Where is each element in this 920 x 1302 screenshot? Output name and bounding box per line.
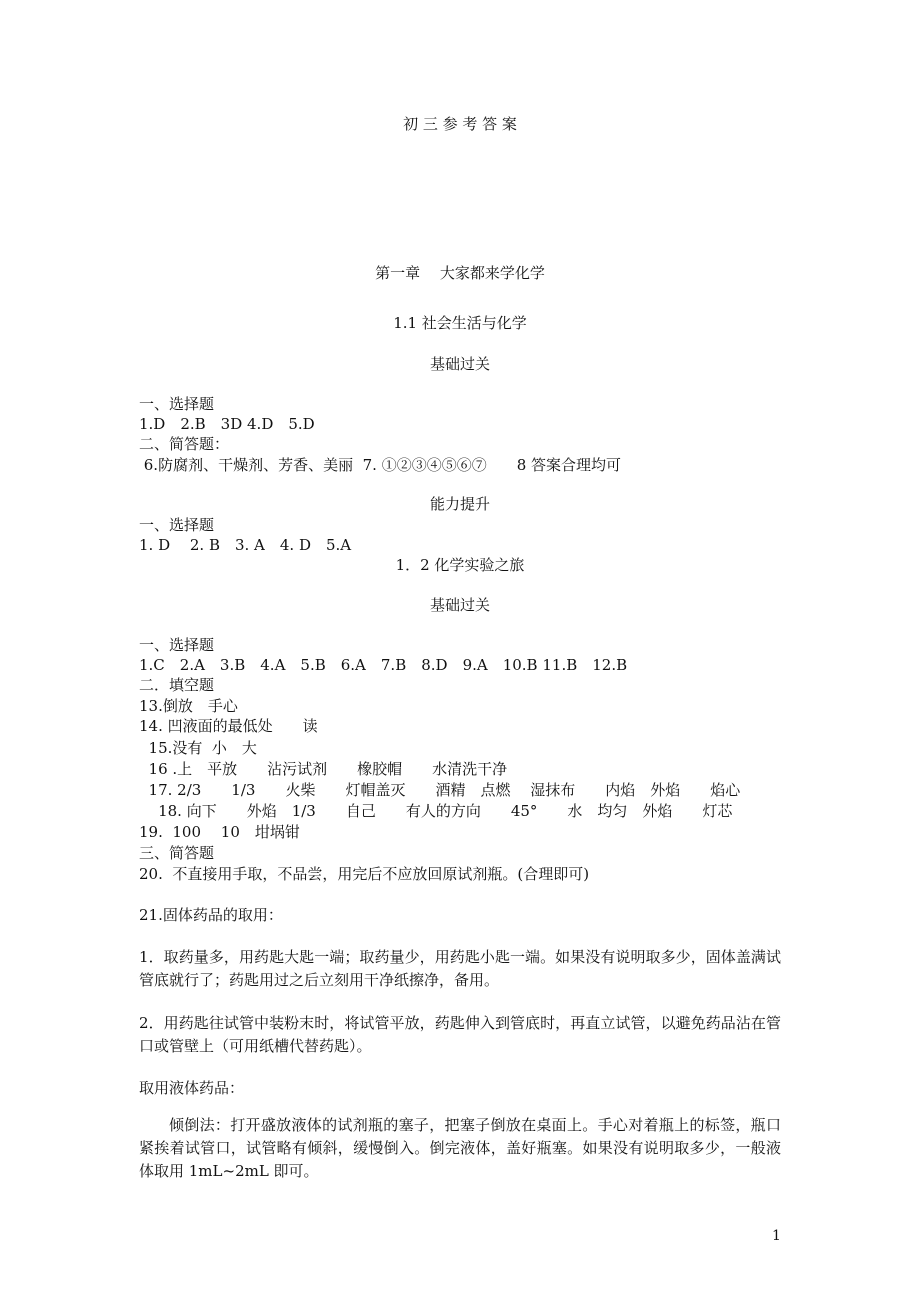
answer-17: 17. 2/3 1/3 火柴 灯帽盖灭 酒精 点燃 湿抹布 内焰 外焰 焰心 [139,781,741,799]
s12-short-header: 三、简答题 [139,844,215,862]
s11-advanced-header: 能力提升 [429,495,490,513]
section-1-2-title: 1．2 化学实验之旅 [395,556,525,574]
s11-basic-header: 基础过关 [429,355,490,373]
s11-short-header: 二、简答题： [139,435,230,453]
s11-short-answers: 6.防腐剂、干燥剂、芳香、美丽 7. ①②③④⑤⑥⑦ 8 答案合理均可 [139,456,622,474]
s12-fill-header: 二．填空题 [139,676,215,694]
s11-choice-answers: 1.D 2.B 3D 4.D 5.D [139,415,315,433]
answer-15: 15.没有 小 大 [139,739,257,757]
chapter-title: 第一章 大家都来学化学 [375,264,545,282]
solid-paragraph-2: 2．用药匙往试管中装粉末时，将试管平放，药匙伸入到管底时，再直立试管，以避免药品沾在管口或管壁上（可用纸槽代替药匙）。 [139,1014,781,1055]
s12-choice-header: 一、选择题 [139,636,215,654]
answer-13: 13.倒放 手心 [139,697,238,715]
s12-choice-answers: 1.C 2.A 3.B 4.A 5.B 6.A 7.B 8.D 9.A 10.B 11.B 12.B [139,656,628,674]
solid-paragraph-1: 1．取药量多，用药匙大匙一端；取药量少，用药匙小匙一端。如果没有说明取多少，固体盖满试管底就行了；药匙用过之后立刻用干净纸擦净，备用。 [139,948,781,989]
section-1-1-title: 1.1 社会生活与化学 [393,314,527,332]
s12-basic-header: 基础过关 [429,596,490,614]
answer-21-header: 21.固体药品的取用： [139,906,283,924]
page-number: 1 [772,1228,781,1244]
s11-adv-choice-header: 一、选择题 [139,516,215,534]
answer-16: 16 .上 平放 沾污试剂 橡胶帽 水清洗干净 [139,760,508,778]
liquid-header: 取用液体药品： [139,1079,245,1097]
doc-title: 初 三 参 考 答 案 [403,115,517,133]
answer-18: 18. 向下 外焰 1/3 自己 有人的方向 45° 水 均匀 外焰 灯芯 [139,802,733,820]
answer-14: 14. 凹液面的最低处 读 [139,717,318,735]
s11-choice-header: 一、选择题 [139,395,215,413]
answer-20: 20. 不直接用手取，不品尝，用完后不应放回原试剂瓶。(合理即可) [139,865,590,883]
s11-adv-choice-answers: 1. D 2. B 3. A 4. D 5.A [139,536,352,554]
liquid-paragraph: 倾倒法：打开盛放液体的试剂瓶的塞子，把塞子倒放在桌面上。手心对着瓶上的标签，瓶口紧挨着试管口，试管略有倾斜，缓慢倒入。倒完液体，盖好瓶塞。如果没有说明取多少，一般液体取用 1mL~2mL 即可。 [139,1116,781,1180]
answer-19: 19. 100 10 坩埚钳 [139,823,300,841]
